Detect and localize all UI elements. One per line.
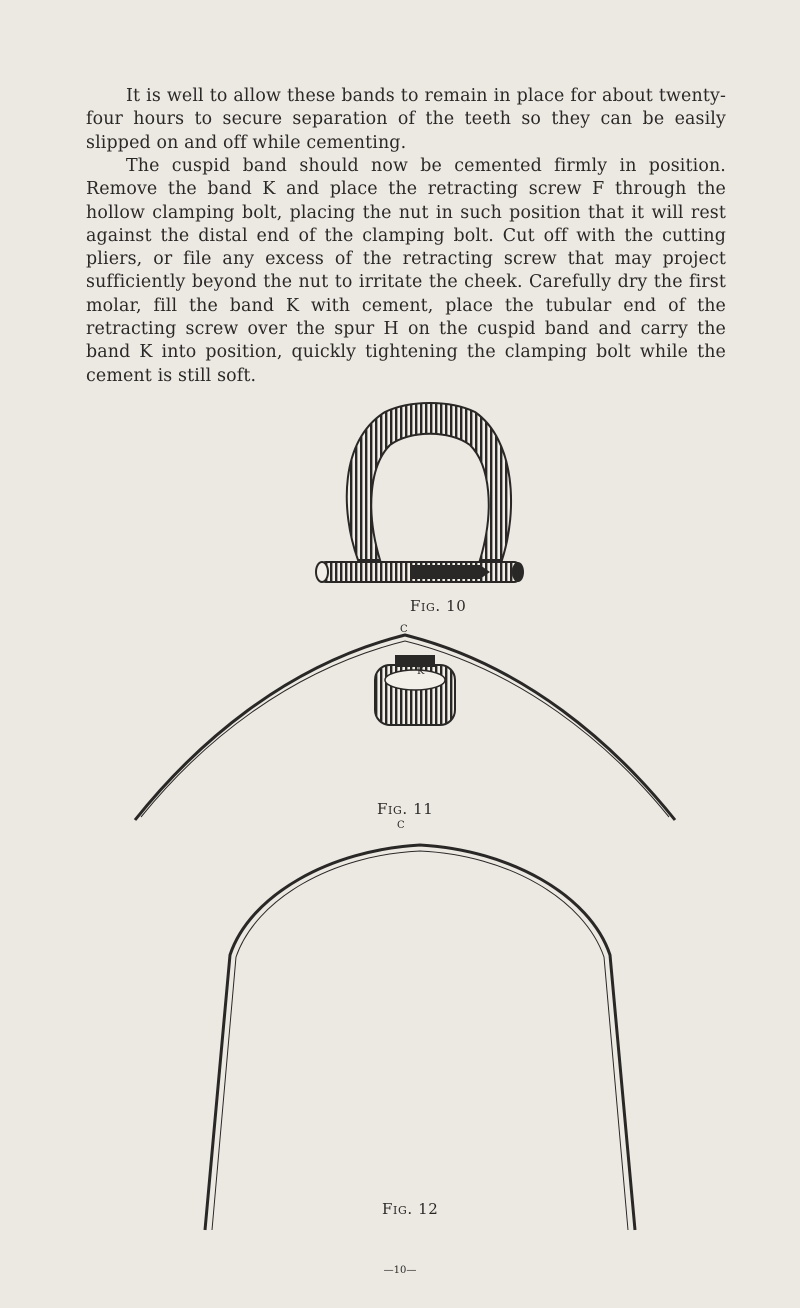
fig-12-arch-illustration: [200, 835, 640, 1235]
fig-11-label-k: K: [417, 666, 425, 677]
fig-12-label-c: C: [397, 820, 405, 831]
fig-11-caption: Fig. 11: [377, 800, 434, 818]
fig-11-arch-illustration: [135, 625, 675, 825]
fig-12-caption: Fig. 12: [382, 1200, 439, 1218]
fig-10-caption: Fig. 10: [410, 597, 467, 615]
paragraph-2: The cuspid band should now be cemented firmly in position. Remove the band K and place the retracting screw F through the hollow clamping bolt, placing the nut in such position that it will rest against the distal end of the clamping bolt. Cut off with the cutting pliers, or file any excess of the retracting screw that may project sufficiently beyond the nut to irritate the cheek. Carefully dry the first molar, fill the band K with cement, place the tubular end of the retracting screw over the spur H on the cuspid band and carry the band K into position, quickly tightening the clamping bolt while the cement is still soft.: [86, 156, 726, 386]
fig-11-label-c: C: [400, 624, 408, 635]
paragraph-1: It is well to allow these bands to remain in place for about twenty-four hours to secure separation of the teeth so they can be easily slipped on and off while cementing.: [86, 86, 726, 153]
page-number: —10—: [383, 1265, 417, 1276]
fig-10-band-illustration: [330, 400, 530, 600]
